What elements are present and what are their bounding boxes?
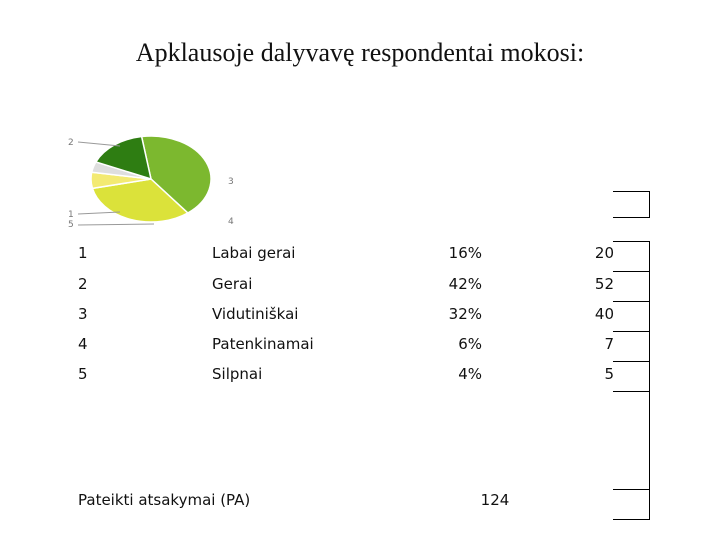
row-count: 5 [604,365,614,383]
border-line [613,217,650,218]
row-count: 40 [594,305,614,323]
row-label: Gerai [212,275,253,293]
row-count: 52 [594,275,614,293]
row-percent: 4% [458,365,482,383]
border-line [613,191,650,192]
border-line [613,331,650,332]
row-label: Silpnai [212,365,263,383]
border-line [613,271,650,272]
row-number: 2 [78,275,88,293]
row-percent: 32% [448,305,482,323]
row-count: 20 [594,244,614,262]
pie-leader-line [78,142,120,146]
row-label: Patenkinamai [212,335,314,353]
pie-label-3: 3 [228,177,234,187]
row-percent: 6% [458,335,482,353]
pie-leader-line [78,224,154,225]
pie-label-1: 1 [68,210,74,220]
row-count: 7 [604,335,614,353]
pie-label-2: 2 [68,138,74,148]
row-label: Labai gerai [212,244,296,262]
row-number: 4 [78,335,88,353]
pie-label-4: 4 [228,217,234,227]
pie-label-5: 5 [68,220,74,230]
page-title: Apklausoje dalyvavę respondentai mokosi: [135,38,585,67]
border-line [613,301,650,302]
border-line [613,489,650,490]
pie-chart [60,128,260,238]
border-line [613,391,650,392]
row-percent: 16% [448,244,482,262]
row-number: 1 [78,244,88,262]
total-value: 124 [480,491,510,509]
row-number: 3 [78,305,88,323]
row-number: 5 [78,365,88,383]
border-line [613,361,650,362]
row-label: Vidutiniškai [212,305,299,323]
total-label: Pateikti atsakymai (PA) [78,491,251,509]
border-line [649,191,650,218]
border-line [649,241,650,520]
border-line [613,241,650,242]
border-line [613,519,650,520]
row-percent: 42% [448,275,482,293]
